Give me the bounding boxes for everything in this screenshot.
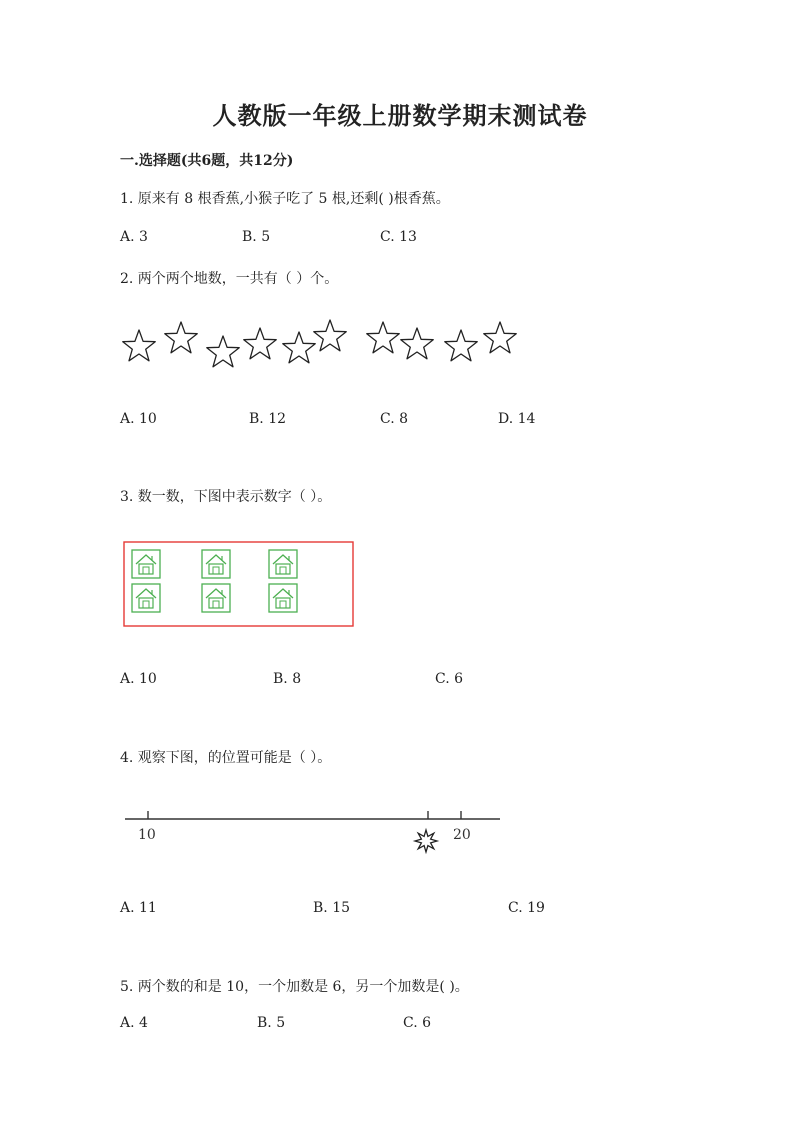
house-icon xyxy=(132,550,160,578)
number-line-end-label: 20 xyxy=(453,827,471,843)
houses-figure xyxy=(120,538,360,630)
star-outline-icon xyxy=(445,330,477,361)
q3-option-c: C. 6 xyxy=(435,671,464,687)
star-outline-icon xyxy=(207,336,239,367)
q4-option-a: A. 11 xyxy=(120,900,157,916)
q4-option-c: C. 19 xyxy=(508,900,545,916)
q1-option-c: C. 13 xyxy=(380,229,417,245)
page-title: 人教版一年级上册数学期末测试卷 xyxy=(212,101,588,130)
question-4-text: 4. 观察下图，的位置可能是（ ）。 xyxy=(120,750,332,766)
star-outline-icon xyxy=(367,322,399,353)
house-icon xyxy=(202,550,230,578)
star-outline-icon xyxy=(123,330,155,361)
star-outline-icon xyxy=(401,328,433,359)
house-icon xyxy=(269,550,297,578)
question-1-text: 1. 原来有 8 根香蕉,小猴子吃了 5 根,还剩( )根香蕉。 xyxy=(120,191,450,207)
star-outline-icon xyxy=(283,332,315,363)
stars-figure xyxy=(115,315,535,375)
question-3-text: 3. 数一数，下图中表示数字（ ）。 xyxy=(120,489,332,505)
house-icon xyxy=(202,584,230,612)
number-line-figure xyxy=(120,800,510,860)
q2-option-c: C. 8 xyxy=(380,411,409,427)
q4-option-b: B. 15 xyxy=(313,900,351,916)
q3-option-a: A. 10 xyxy=(120,671,157,687)
star-outline-icon xyxy=(314,320,346,351)
q2-option-d: D. 14 xyxy=(498,411,536,427)
question-2-text: 2. 两个两个地数，一共有（ ）个。 xyxy=(120,271,339,287)
star-outline-icon xyxy=(165,322,197,353)
q5-option-c: C. 6 xyxy=(403,1015,432,1031)
q5-option-b: B. 5 xyxy=(257,1015,286,1031)
star-outline-icon xyxy=(244,328,276,359)
q1-option-b: B. 5 xyxy=(242,229,271,245)
house-icon xyxy=(269,584,297,612)
number-line-start-label: 10 xyxy=(138,827,156,843)
question-5-text: 5. 两个数的和是 10，一个加数是 6，另一个加数是( )。 xyxy=(120,979,469,995)
house-icon xyxy=(132,584,160,612)
sun-icon xyxy=(415,830,437,852)
star-outline-icon xyxy=(484,322,516,353)
q1-option-a: A. 3 xyxy=(120,229,148,245)
q2-option-b: B. 12 xyxy=(249,411,287,427)
q2-option-a: A. 10 xyxy=(120,411,157,427)
q3-option-b: B. 8 xyxy=(273,671,302,687)
section-heading: 一.选择题(共6题，共12分) xyxy=(120,153,294,169)
q5-option-a: A. 4 xyxy=(120,1015,148,1031)
